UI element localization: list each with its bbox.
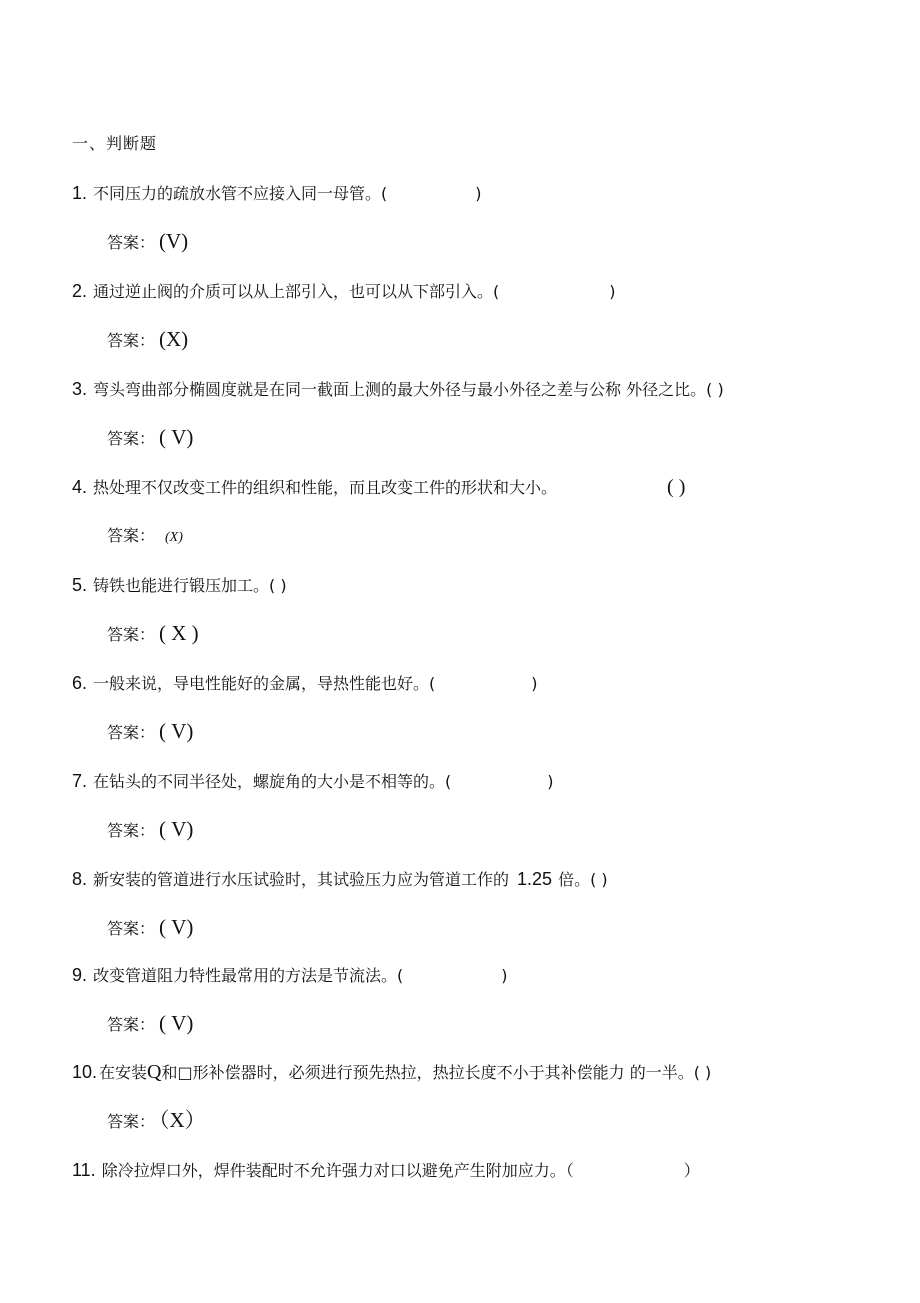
answer-value: （X）: [159, 1108, 206, 1132]
question-3: 3. 弯头弯曲部分椭圆度就是在同一截面上测的最大外径与最小外径之差与公称 外径之比。( ): [72, 379, 724, 399]
question-text: 不同压力的疏放水管不应接入同一母管。: [93, 184, 382, 203]
answer-label: 答案：: [107, 821, 156, 840]
answer-7: [107, 818, 193, 842]
question-text: 在钻头的不同半径处，螺旋角的大小是不相等的。: [93, 772, 446, 791]
answer-9: [107, 1012, 193, 1036]
question-number: 1.: [72, 183, 88, 203]
question-number: 6.: [72, 673, 88, 693]
answer-value: (X): [165, 530, 183, 545]
question-2: 2. 通过逆止阀的介质可以从上部引入，也可以从下部引入。( ): [72, 281, 616, 301]
question-number: 10.: [72, 1062, 98, 1082]
question-6: 6. 一般来说，导电性能好的金属，导热性能也好。( ): [72, 673, 538, 693]
question-7: 7. 在钻头的不同半径处，螺旋角的大小是不相等的。( ): [72, 771, 554, 791]
answer-value: ( V): [159, 915, 194, 939]
question-number: 9.: [72, 965, 88, 985]
question-4: 4. 热处理不仅改变工件的组织和性能，而且改变工件的形状和大小。 ( ): [72, 476, 686, 498]
answer-label: 答案：: [107, 331, 156, 350]
question-number: 3.: [72, 379, 88, 399]
answer-value: ( X ): [159, 621, 199, 645]
question-text: 铸铁也能进行锻压加工。: [93, 576, 270, 595]
answer-1: [107, 230, 188, 254]
answer-10: [107, 1109, 206, 1133]
answer-3: [107, 426, 193, 450]
answer-value: (V): [159, 229, 189, 253]
answer-label: 答案：: [107, 429, 156, 448]
question-text: 除冷拉焊口外，焊件装配时不允许强力对口以避免产生附加应力。: [101, 1161, 566, 1180]
answer-value: (X): [159, 327, 189, 351]
question-text: 通过逆止阀的介质可以从上部引入，也可以从下部引入。: [93, 282, 494, 301]
answer-label: 答案：: [107, 723, 156, 742]
answer-label: 答案：: [107, 625, 156, 644]
question-number: 2.: [72, 281, 88, 301]
question-text: 一般来说，导电性能好的金属，导热性能也好。: [93, 674, 430, 693]
question-text: 弯头弯曲部分椭圆度就是在同一截面上测的最大外径与最小外径之差与公称 外径之比。: [93, 380, 707, 399]
answer-label: 答案：: [107, 919, 156, 938]
question-number: 4.: [72, 477, 88, 497]
question-5: 5. 铸铁也能进行锻压加工。( ): [72, 575, 287, 595]
answer-value: ( V): [159, 1011, 194, 1035]
question-text: 改变管道阻力特性最常用的方法是节流法。: [93, 966, 398, 985]
answer-value: ( V): [159, 719, 194, 743]
question-9: 9. 改变管道阻力特性最常用的方法是节流法。( ): [72, 965, 508, 985]
answer-4: [107, 525, 183, 549]
section-title: 一、判断题: [72, 134, 158, 153]
question-1: 1. 不同压力的疏放水管不应接入同一母管。( ): [72, 183, 482, 203]
question-text: 和□形补偿器时，必须进行预先热拉，热拉长度不小于其补偿能力 的一半。: [161, 1063, 694, 1082]
question-number: 7.: [72, 771, 88, 791]
answer-label: 答案：: [107, 1015, 156, 1034]
answer-value: ( V): [159, 817, 194, 841]
question-11: 11. 除冷拉焊口外，焊件装配时不允许强力对口以避免产生附加应力。（ ）: [72, 1160, 700, 1180]
answer-label: 答案：: [107, 526, 156, 545]
question-number: 8.: [72, 869, 88, 889]
answer-label: 答案：: [107, 233, 156, 252]
question-text: 热处理不仅改变工件的组织和性能，而且改变工件的形状和大小。: [93, 478, 558, 497]
answer-label: 答案：: [107, 1112, 156, 1131]
answer-value: ( V): [159, 425, 194, 449]
answer-5: [107, 622, 199, 646]
answer-2: [107, 328, 188, 352]
answer-6: [107, 720, 193, 744]
question-number: 5.: [72, 575, 88, 595]
question-8: 8. 新安装的管道进行水压试验时，其试验压力应为管道工作的 1.25 倍。( ): [72, 869, 608, 889]
question-10: 10. 在安装Q和□形补偿器时，必须进行预先热拉，热拉长度不小于其补偿能力 的一半。( ): [72, 1061, 712, 1083]
question-number: 11.: [72, 1160, 96, 1180]
answer-8: [107, 916, 193, 940]
question-text: 新安装的管道进行水压试验时，其试验压力应为管道工作的: [93, 870, 510, 889]
